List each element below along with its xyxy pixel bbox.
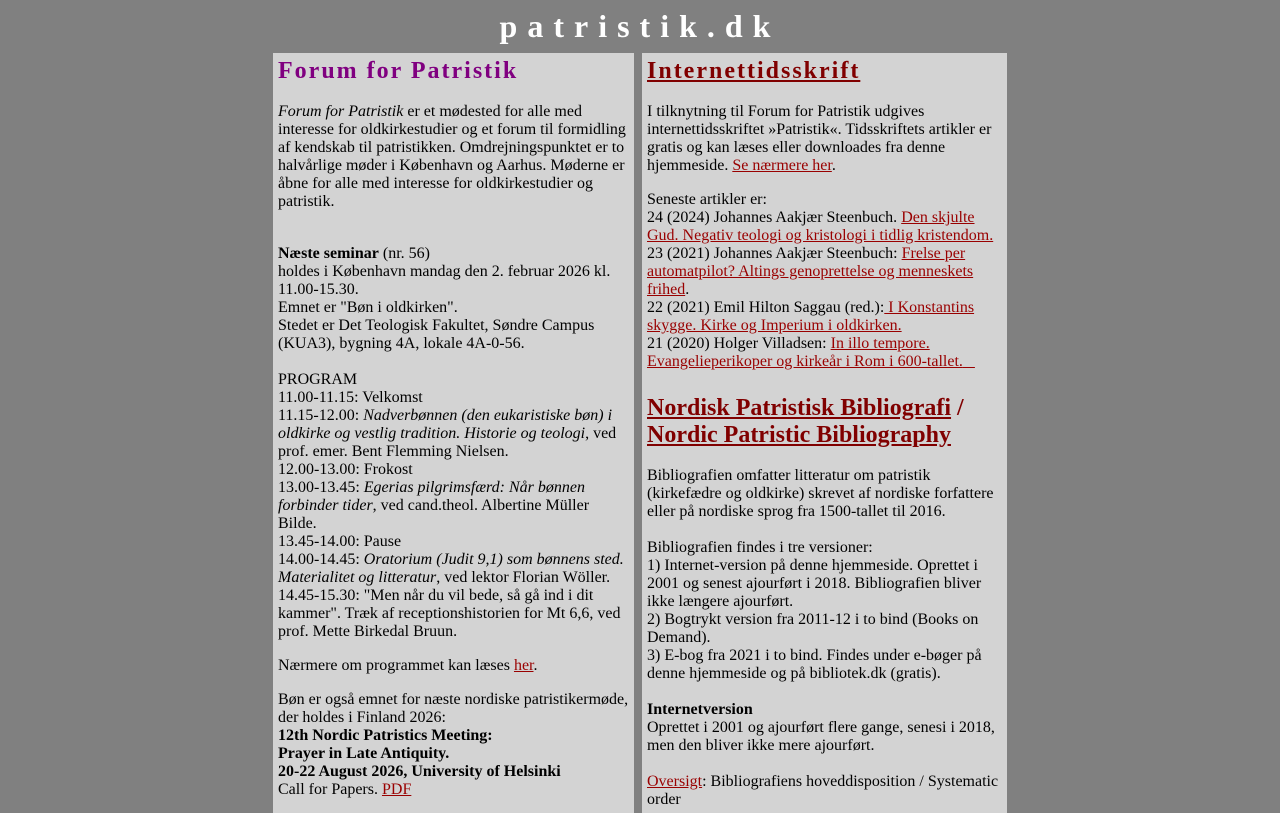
article-link-trailing[interactable]	[963, 353, 975, 370]
program-item-title: Oratorium (Judit 9,1) som bønnens sted. Materialitet og litteratur	[278, 551, 624, 586]
call-for-papers-text: Call for Papers.	[278, 781, 382, 798]
program-more-text: Nærmere om programmet kan læses	[278, 657, 514, 674]
program	[278, 371, 629, 641]
seminar-label: Næste seminar	[278, 245, 379, 262]
program-item: 13.45-14.00: Pause	[278, 533, 402, 550]
forum-intro-text: er et mødested for alle med interesse for oldkirkestudier og et forum til formidling af kendskab til patristikken. Omdrejningspunktet er to halvårlige møder i København og Aarhus. Møderne er åbne for alle med interesse for oldkirkestudier og patristik.	[278, 103, 626, 210]
program-more-end: .	[533, 657, 538, 674]
article-link[interactable]: Den skjulte Gud. Negativ teologi og kristologi i tidlig kristendom.	[647, 209, 994, 244]
latest-articles-label: Seneste artikler er:	[647, 191, 767, 208]
seminar-info	[278, 245, 629, 353]
version-item: 1) Internet-version på denne hjemmeside. Oprettet i 2001 og senest ajourført i 2018. Bibliografien bliver ikke længere ajourført.	[647, 557, 982, 610]
nordic-meeting-title: 12th Nordic Patristics Meeting:	[278, 727, 493, 744]
overview-text: : Bibliografiens hoveddisposition / Systematic order	[647, 773, 999, 808]
article-meta: 22 (2021) Emil Hilton Saggau (red.):	[647, 299, 885, 316]
forum-column	[273, 53, 634, 813]
program-item-speaker: , ved cand.theol. Albertine Müller Bilde.	[278, 497, 590, 532]
latest-articles	[647, 191, 1002, 371]
journal-intro-text: I tilknytning til Forum for Patristik udgives internettidsskriftet »Patristik«. Tidsskriftets artikler er gratis og kan læses eller downloades fra denne hjemmeside.	[647, 103, 992, 174]
seminar-number: (nr. 56)	[378, 245, 430, 262]
nordic-meeting	[278, 691, 629, 799]
article-link[interactable]: Frelse per automatpilot? Altings genoprettelse og menneskets frihed	[647, 245, 974, 298]
journal-heading-link[interactable]: Internettidsskrift	[647, 58, 861, 84]
program-item-time: 14.00-14.45:	[278, 551, 364, 568]
program-item-title: Nadverbønnen (den eukaristiske bøn) i oldkirke og vestlig tradition. Historie og teologi	[278, 407, 613, 442]
journal-intro	[647, 103, 1002, 175]
journal-more-link[interactable]: Se nærmere her	[732, 157, 832, 174]
bibliography-danish-link[interactable]: Nordisk Patristisk Bibliografi	[647, 395, 952, 421]
nordic-meeting-text: Bøn er også emnet for næste nordiske patristikermøde, der holdes i Finland 2026:	[278, 691, 629, 726]
seminar-topic: Emnet er "Bøn i oldkirken".	[278, 299, 458, 316]
bibliography-versions	[647, 539, 1002, 683]
bibliography-versions-label: Bibliografien findes i tre versioner:	[647, 539, 873, 556]
program-item-time: 13.00-13.45:	[278, 479, 364, 496]
article-end: .	[685, 281, 690, 298]
seminar-place: Stedet er Det Teologisk Fakultet, Søndre Campus (KUA3), bygning 4A, lokale 4A-0-56.	[278, 317, 595, 352]
program-more-link[interactable]: her	[513, 657, 534, 674]
article-link[interactable]: In illo tempore. Evangelieperikoper og kirkeår i Rom i 600-tallet.	[647, 335, 963, 370]
article-meta: 23 (2021) Johannes Aakjær Steenbuch:	[647, 245, 902, 262]
internet-version-label: Internetversion	[647, 701, 753, 718]
nordic-meeting-date: 20-22 August 2026, University of Helsinki	[278, 763, 561, 780]
article-meta: 21 (2020) Holger Villadsen:	[647, 335, 831, 352]
bibliography-english-link[interactable]: Nordic Patristic Bibliography	[647, 422, 951, 448]
forum-heading: Forum for Patristik	[278, 58, 519, 84]
nordic-meeting-subtitle: Prayer in Late Antiquity.	[278, 745, 450, 762]
call-for-papers-pdf-link[interactable]: PDF	[381, 781, 412, 798]
forum-intro-em: Forum for Patristik	[278, 103, 404, 120]
program-label: PROGRAM	[278, 371, 358, 388]
article-link[interactable]: I Konstantins skygge. Kirke og Imperium i oldkirken.	[647, 299, 975, 334]
bibliography-intro: Bibliografien omfatter litteratur om patristik (kirkefædre og oldkirke) skrevet af nordiske forfattere eller på nordiske sprog fra 1500-tallet til 2016.	[647, 467, 994, 520]
program-more	[278, 657, 629, 675]
program-item-title: Egerias pilgrimsfærd: Når bønnen forbinder tider	[278, 479, 585, 514]
program-item-speaker: , ved lektor Florian Wöller.	[436, 569, 611, 586]
program-item: 11.00-11.15: Velkomst	[278, 389, 423, 406]
bibliography-heading	[647, 395, 1002, 449]
journal-column	[642, 53, 1007, 813]
overview	[647, 773, 1002, 809]
bibliography-heading-slash: /	[951, 395, 964, 421]
program-item-time: 11.15-12.00:	[278, 407, 364, 424]
program-item: 12.00-13.00: Frokost	[278, 461, 413, 478]
seminar-when: holdes i København mandag den 2. februar 2026 kl. 11.00-15.30.	[278, 263, 611, 298]
site-title: patristik.dk	[499, 8, 781, 44]
version-item: 2) Bogtrykt version fra 2011-12 i to bind (Books on Demand).	[647, 611, 979, 646]
program-item: 14.45-15.30: "Men når du vil bede, så gå ind i dit kammer". Træk af receptionshistorien for Mt 6,6, ved prof. Mette Birkedal Bruun.	[278, 587, 621, 640]
journal-intro-end: .	[831, 157, 836, 174]
forum-intro	[278, 103, 629, 211]
program-item-speaker: , ved prof. emer. Bent Flemming Nielsen.	[278, 425, 617, 460]
internet-version	[647, 701, 1002, 755]
internet-version-text: Oprettet i 2001 og ajourført flere gange, senesi i 2018, men den bliver ikke mere ajourført.	[647, 719, 995, 754]
version-item: 3) E-bog fra 2021 i to bind. Findes under e-bøger på denne hjemmeside og på bibliotek.dk (gratis).	[647, 647, 982, 682]
overview-link[interactable]: Oversigt	[647, 773, 703, 790]
article-meta: 24 (2024) Johannes Aakjær Steenbuch.	[647, 209, 902, 226]
